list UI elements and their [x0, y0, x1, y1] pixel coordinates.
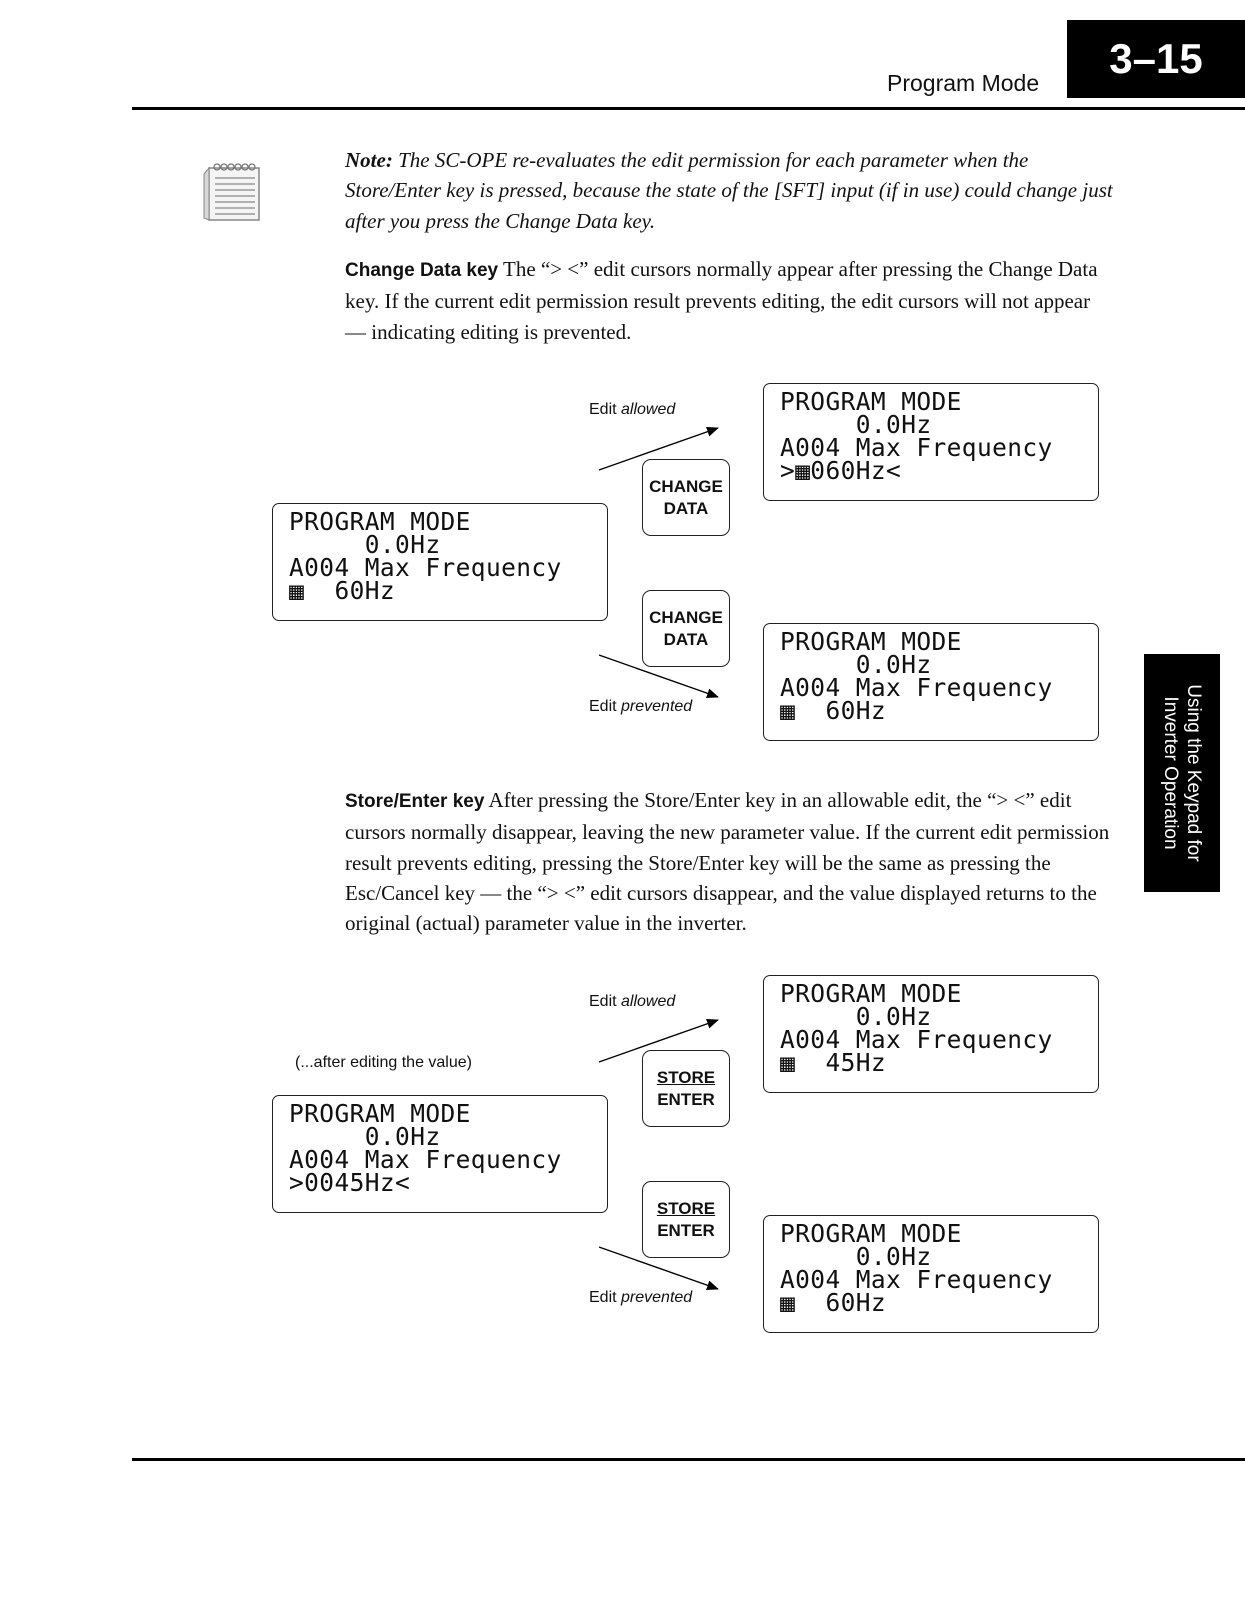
lcd-line: PROGRAM MODE	[780, 387, 962, 416]
lcd-line: 0.0Hz	[289, 1122, 441, 1151]
lcd-line: A004 Max Frequency	[780, 433, 1053, 462]
lcd-line: ▦ 60Hz	[780, 1288, 887, 1317]
change-data-text: The “> <” edit cursors normally appear after pressing the Change Data key. If the current edit permission result prevents editing, the edit cursors will not appear — indicating editing is prevented.	[345, 257, 1098, 344]
lcd-line: PROGRAM MODE	[780, 1219, 962, 1248]
label-word: allowed	[621, 401, 676, 418]
lcd-line: ▦ 45Hz	[780, 1048, 887, 1077]
key-label: STORE	[656, 1067, 716, 1087]
key-label: CHANGE	[649, 607, 723, 627]
lcd-line: A004 Max Frequency	[780, 673, 1053, 702]
lcd-line: 0.0Hz	[780, 410, 932, 439]
lcd-line: A004 Max Frequency	[780, 1025, 1053, 1054]
note-text: The SC-OPE re-evaluates the edit permission for each parameter when the Store/Enter key is pressed, because the state of the [SFT] input (if in use) could change just after you press the Change Data key.	[345, 148, 1113, 233]
lcd-line: ▦ 60Hz	[780, 696, 887, 725]
arrow-edit-allowed	[599, 428, 718, 470]
page-number: 3–15	[1067, 20, 1245, 98]
label-prefix: Edit	[589, 1289, 622, 1306]
key-label: ENTER	[657, 1220, 715, 1240]
arrow-edit-prevented	[599, 655, 718, 697]
lcd-line: >0045Hz<	[289, 1168, 411, 1197]
lcd-line: PROGRAM MODE	[289, 507, 471, 536]
store-enter-heading: Store/Enter key	[345, 791, 485, 812]
side-tab-line1: Using the Keypad for	[1183, 684, 1204, 862]
lcd-line: >▦060Hz<	[780, 456, 902, 485]
diagram-caption: (...after editing the value)	[295, 1054, 472, 1071]
lcd-line: PROGRAM MODE	[780, 979, 962, 1008]
lcd-line: A004 Max Frequency	[289, 553, 562, 582]
label-word: prevented	[621, 698, 693, 715]
lcd-line: 0.0Hz	[780, 650, 932, 679]
store-enter-text: After pressing the Store/Enter key in an allowable edit, the “> <” edit cursors normally disappear, leaving the new parameter value. If the current edit permission result prevents editing, pressing the Store/Enter key will be the same as pressing the Esc/Cancel key — the “> <” edit cursors disappear, and the value displayed returns to the original (actual) parameter value in the inverter.	[345, 788, 1110, 936]
key-label: DATA	[663, 629, 709, 649]
lcd-line: 0.0Hz	[289, 530, 441, 559]
arrow-edit-allowed	[599, 1020, 718, 1062]
lcd-line: PROGRAM MODE	[780, 627, 962, 656]
footer-rule	[132, 1458, 1245, 1461]
section-title: Program Mode	[887, 70, 1040, 96]
label-prefix: Edit	[589, 993, 622, 1010]
side-tab-line2: Inverter Operation	[1160, 696, 1181, 850]
lcd-line: ▦ 60Hz	[289, 576, 396, 605]
label-prefix: Edit	[589, 401, 622, 418]
label-word: prevented	[621, 1289, 693, 1306]
key-label: CHANGE	[649, 476, 723, 496]
lcd-line: PROGRAM MODE	[289, 1099, 471, 1128]
key-label: DATA	[663, 498, 709, 518]
key-label: STORE	[656, 1198, 716, 1218]
lcd-line: 0.0Hz	[780, 1002, 932, 1031]
lcd-line: A004 Max Frequency	[780, 1265, 1053, 1294]
arrow-edit-prevented	[599, 1247, 718, 1289]
label-word: allowed	[621, 993, 676, 1010]
key-label: ENTER	[657, 1089, 715, 1109]
change-data-heading: Change Data key	[345, 260, 499, 281]
label-prefix: Edit	[589, 698, 622, 715]
lcd-line: A004 Max Frequency	[289, 1145, 562, 1174]
lcd-line: 0.0Hz	[780, 1242, 932, 1271]
note-label: Note:	[345, 148, 393, 172]
